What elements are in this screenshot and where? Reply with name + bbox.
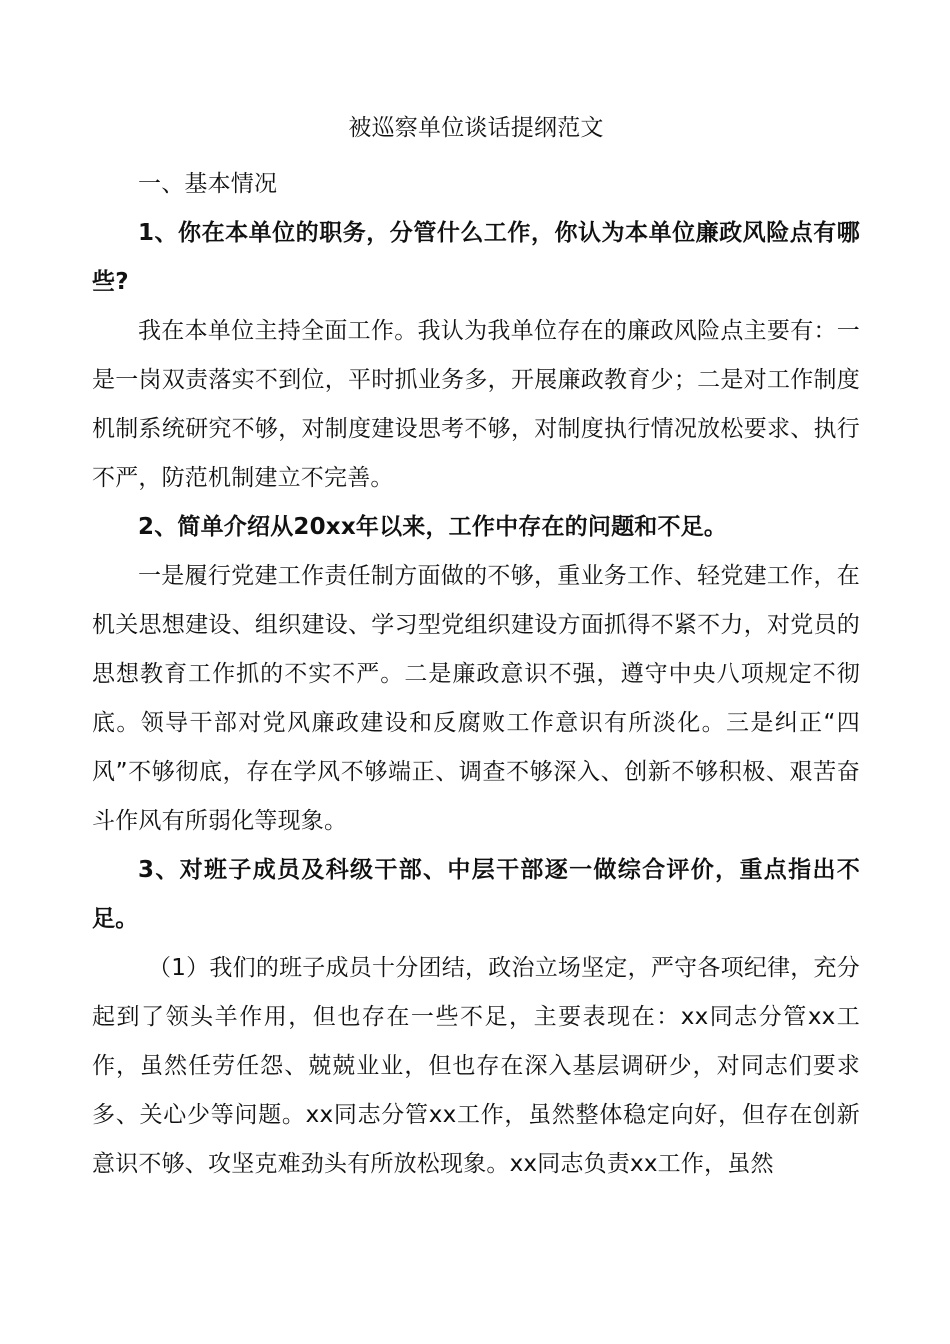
answer-1: 我在本单位主持全面工作。我认为我单位存在的廉政风险点主要有：一是一岗双责落实不到位，平时抓业务多，开展廉政教育少；二是对工作制度机制系统研究不够，对制度建设思考不够，对制度执行情况放松要求、执行不严，防范机制建立不完善。 [92, 318, 860, 491]
question-3: 3、对班子成员及科级干部、中层干部逐一做综合评价，重点指出不足。 [92, 857, 860, 932]
question-1: 1、你在本单位的职务，分管什么工作，你认为本单位廉政风险点有哪些? [92, 220, 860, 295]
answer-2: 一是履行党建工作责任制方面做的不够，重业务工作、轻党建工作，在机关思想建设、组织建设、学习型党组织建设方面抓得不紧不力，对党员的思想教育工作抓的不实不严。二是廉政意识不强，遵守中央八项规定不彻底。领导干部对党风廉政建设和反腐败工作意识有所淡化。三是纠正“四风”不够彻底，存在学风不够端正、调查不够深入、创新不够积极、艰苦奋斗作风有所弱化等现象。 [92, 563, 860, 834]
answer-3: （1）我们的班子成员十分团结，政治立场坚定，严守各项纪律，充分起到了领头羊作用，但也存在一些不足，主要表现在：xx同志分管xx工作，虽然任劳任怨、兢兢业业，但也存在深入基层调研少，对同志们要求多、关心少等问题。xx同志分管xx工作，虽然整体稳定向好，但存在创新意识不够、攻坚克难劲头有所放松现象。xx同志负责xx工作，虽然 [92, 955, 860, 1177]
document-body [92, 108, 860, 1189]
question-2: 2、简单介绍从20xx年以来，工作中存在的问题和不足。 [138, 514, 728, 540]
section-heading-basic-info: 一、基本情况 [138, 171, 278, 197]
document-title: 被巡察单位谈话提纲范文 [348, 115, 604, 141]
